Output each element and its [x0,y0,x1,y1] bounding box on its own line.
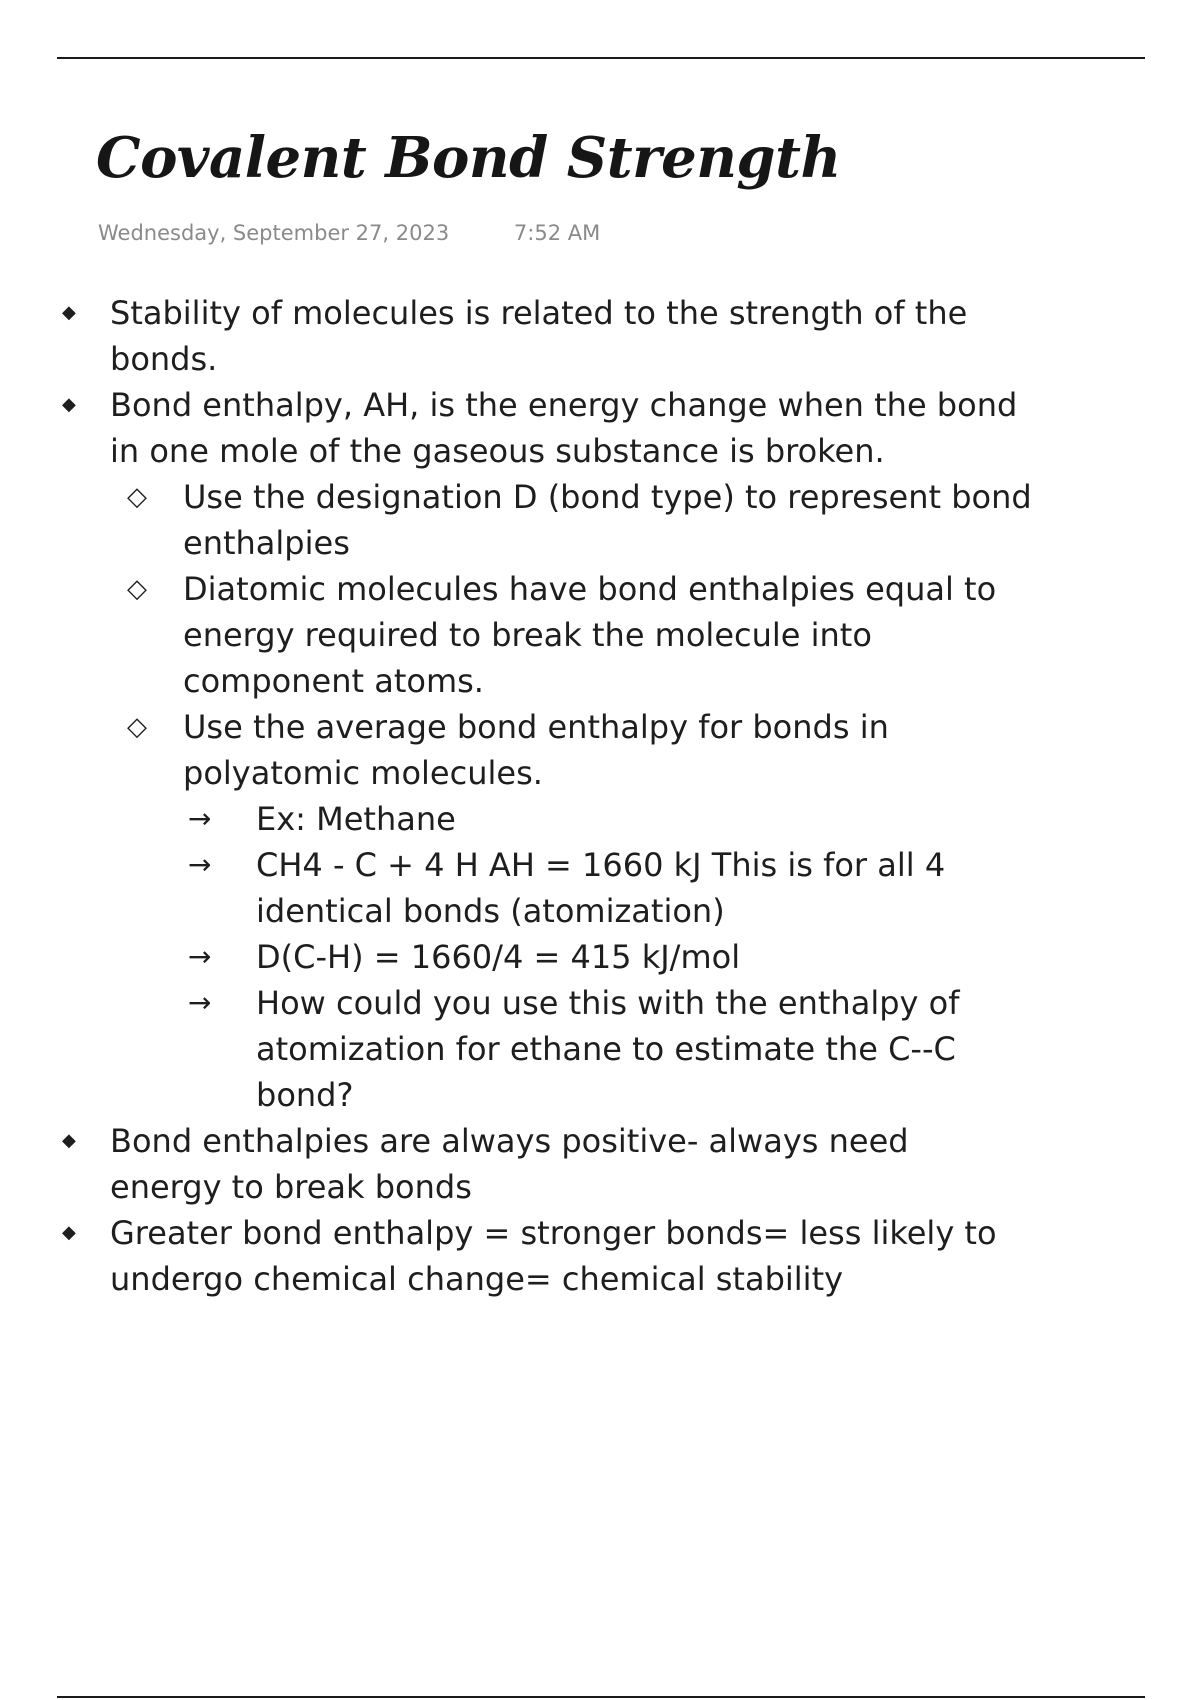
page-date: Wednesday, September 27, 2023 [98,221,450,245]
list-item-text: How could you use this with the enthalpy of atomization for ethane to estimate the C--C bond? [256,984,960,1114]
arrow-icon: → [188,940,212,973]
page-time: 7:52 AM [513,221,601,245]
arrow-icon: → [188,986,212,1019]
list-item [0,980,1046,1118]
list-item [0,704,1043,796]
arrow-icon: → [188,802,212,835]
sub-bullet-icon: ◇ [127,574,147,604]
list-item [0,842,1046,934]
list-item [0,382,1030,474]
arrow-icon: → [188,848,212,881]
list-item [0,796,1046,842]
list-item-text: Use the average bond enthalpy for bonds in polyatomic molecules. [183,708,889,792]
page-timestamp [98,221,600,245]
bottom-divider [57,1696,1145,1698]
list-item-text: Greater bond enthalpy = stronger bonds= less likely to undergo chemical change= chemical stability [110,1214,997,1298]
list-item [0,934,1046,980]
sub-bullet-icon: ◇ [127,482,147,512]
list-item [0,474,1043,566]
bullet-icon: ◆ [62,302,76,323]
list-item [0,1210,1030,1302]
list-item-text: Bond enthalpies are always positive- always need energy to break bonds [110,1122,909,1206]
bullet-icon: ◆ [62,394,76,415]
note-body[interactable] [0,290,1200,1302]
list-item [0,1118,1030,1210]
list-item-text: Bond enthalpy, AH, is the energy change when the bond in one mole of the gaseous substance is broken. [110,386,1018,470]
list-item-text: Stability of molecules is related to the strength of the bonds. [110,294,968,378]
bullet-icon: ◆ [62,1222,76,1243]
bullet-icon: ◆ [62,1130,76,1151]
list-item [0,290,1030,382]
list-item-text: CH4 - C + 4 H AH = 1660 kJ This is for all 4 identical bonds (atomization) [256,846,946,930]
list-item-text: D(C-H) = 1660/4 = 415 kJ/mol [256,938,741,976]
sub-bullet-icon: ◇ [127,712,147,742]
list-item-text: Use the designation D (bond type) to represent bond enthalpies [183,478,1032,562]
list-item-text: Diatomic molecules have bond enthalpies equal to energy required to break the molecule into component atoms. [183,570,997,700]
top-divider [57,57,1145,59]
list-item [0,566,1043,704]
page-title[interactable]: Covalent Bond Strength [96,125,841,191]
list-item-text: Ex: Methane [256,800,456,838]
